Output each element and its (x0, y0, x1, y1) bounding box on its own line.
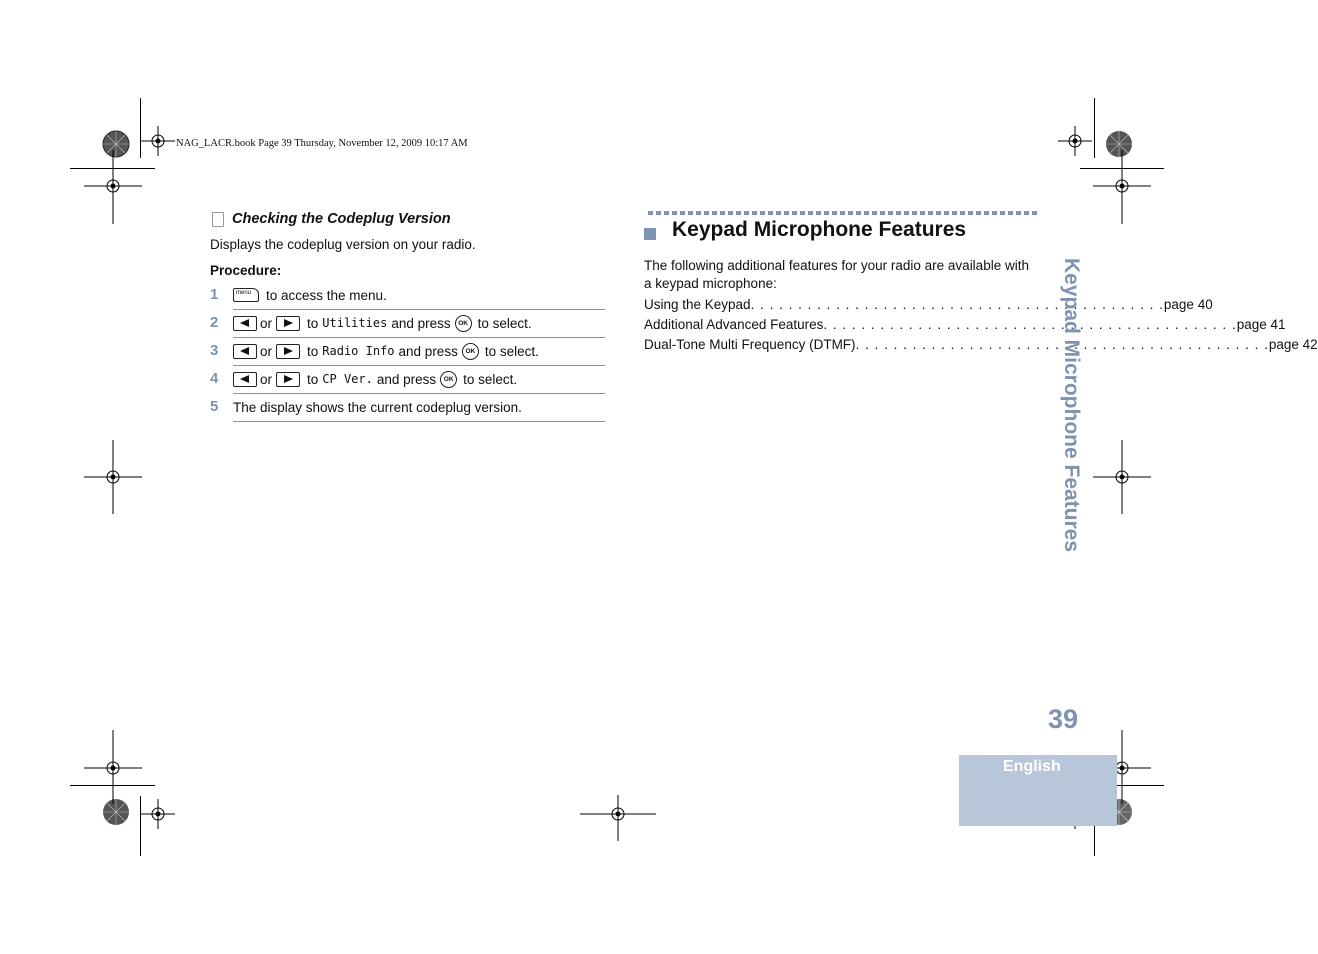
menu-item-code: Radio Info (322, 344, 395, 358)
toc-leader: . . . . . . . . . . . . . . . . . . . . . . . . . . . . . . . . . . . . . . . . . . . . (823, 317, 1237, 332)
step-text: or (260, 343, 273, 359)
intro-text: The following additional features for your radio are available with a keypad microphone: (644, 258, 1029, 291)
right-arrow-key-icon (276, 316, 300, 331)
section-title: Checking the Codeplug Version (232, 211, 451, 227)
step-text: and press (398, 343, 458, 359)
step-text: to access the menu. (266, 287, 387, 303)
crosshair-mark (1058, 126, 1092, 156)
step-row (233, 309, 605, 338)
left-arrow-key-icon (233, 316, 257, 331)
toc-page[interactable]: page 40 (1163, 297, 1213, 312)
toc-label[interactable]: Using the Keypad (644, 297, 751, 312)
toc-entry[interactable] (644, 337, 1318, 352)
step-text: or (260, 315, 273, 331)
menu-key-icon: menu (233, 288, 259, 302)
step-number: 2 (210, 314, 219, 331)
toc-label[interactable]: Additional Advanced Features (644, 317, 824, 332)
toc-leader: . . . . . . . . . . . . . . . . . . . . . . . . . . . . . . . . . . . . . . . . . . . . (855, 337, 1269, 352)
side-tab-title: Keypad Microphone Features (1060, 257, 1083, 552)
toc-page[interactable]: page 41 (1236, 317, 1286, 332)
right-arrow-key-icon (276, 344, 300, 359)
section-description: Displays the codeplug version on your radio. (210, 237, 476, 252)
step-text: to (307, 343, 319, 359)
right-arrow-key-icon (276, 372, 300, 387)
toc-page[interactable]: page 42 (1268, 337, 1318, 352)
print-header: NAG_LACR.book Page 39 Thursday, November 12, 2009 10:17 AM (176, 138, 468, 149)
crosshair-mark (84, 440, 142, 514)
crosshair-mark (1093, 440, 1151, 514)
menu-item-code: Utilities (322, 316, 388, 330)
toc-entry[interactable] (644, 317, 1286, 332)
page-icon (212, 212, 224, 227)
ok-key-icon: OK (462, 343, 479, 360)
left-arrow-key-icon (233, 372, 257, 387)
ok-key-icon: OK (440, 371, 457, 388)
crosshair-mark (141, 799, 175, 829)
crosshair-mark (141, 126, 175, 156)
crop-line (1094, 98, 1095, 158)
step-number: 5 (210, 398, 219, 415)
toc-label[interactable]: Dual-Tone Multi Frequency (DTMF) (644, 337, 856, 352)
step-row (233, 281, 605, 310)
page-number: 39 (1048, 704, 1079, 734)
step-text: to (307, 315, 319, 331)
step-number: 1 (210, 286, 219, 303)
step-text: to select. (477, 315, 532, 331)
crosshair-mark (1093, 150, 1151, 224)
procedure-label: Procedure: (210, 263, 282, 278)
step-text: or (260, 371, 273, 387)
toc-entry[interactable] (644, 297, 1213, 312)
crosshair-mark (580, 795, 656, 841)
language-label: English (1003, 758, 1061, 775)
section-bullet-icon (644, 228, 656, 240)
toc-leader: . . . . . . . . . . . . . . . . . . . . . . . . . . . . . . . . . . . . . . . . . . . . (750, 297, 1164, 312)
step-row (233, 337, 605, 366)
menu-item-code: CP Ver. (322, 372, 373, 386)
step-text: and press (376, 371, 437, 387)
left-arrow-key-icon (233, 344, 257, 359)
step-text: The display shows the current codeplug version. (233, 399, 522, 415)
step-text: to select. (484, 343, 539, 359)
ok-key-icon: OK (455, 315, 472, 332)
step-number: 4 (210, 370, 219, 387)
crosshair-mark (84, 730, 142, 804)
crosshair-mark (84, 150, 142, 224)
section-divider (648, 211, 1038, 215)
page-title: Keypad Microphone Features (672, 218, 967, 241)
step-text: to select. (463, 371, 518, 387)
step-text: to (307, 371, 319, 387)
step-text: and press (391, 315, 451, 331)
step-row (233, 393, 605, 422)
step-row (233, 365, 605, 394)
step-number: 3 (210, 342, 219, 359)
